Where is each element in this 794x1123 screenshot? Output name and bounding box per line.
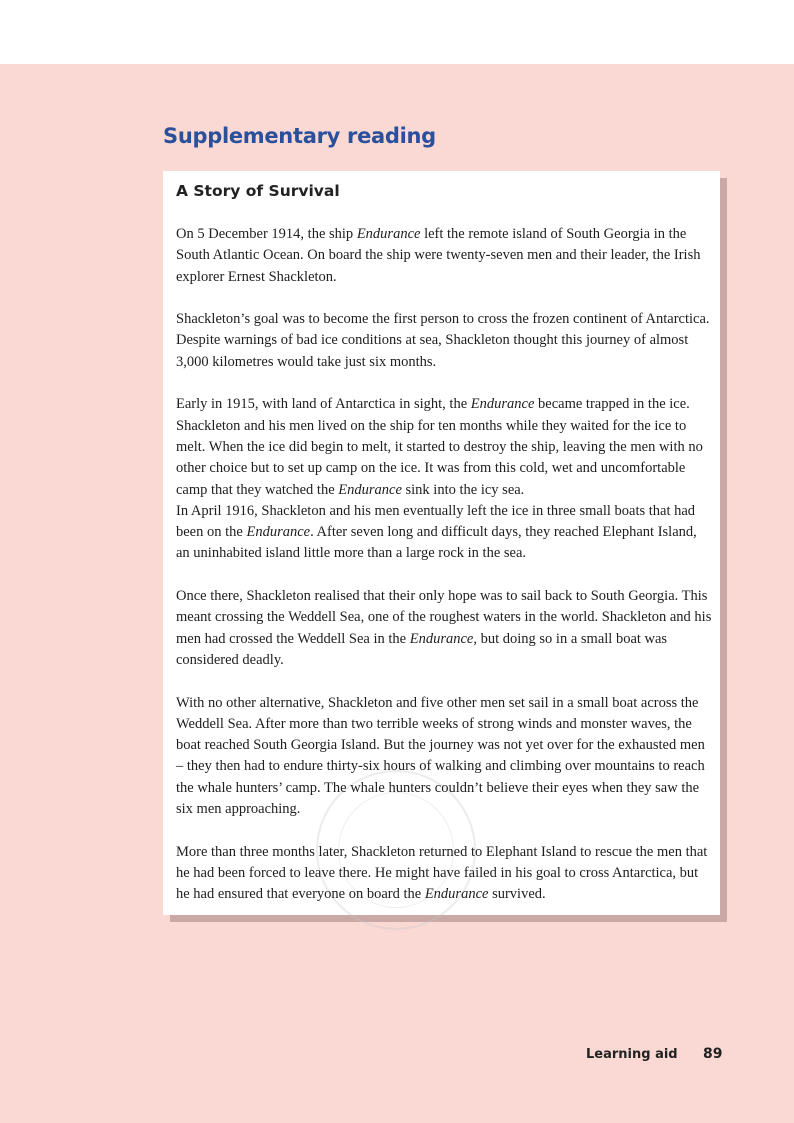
story-title: A Story of Survival: [176, 182, 340, 200]
story-paragraph-7: More than three months later, Shackleton returned to Elephant Island to rescue the men that he had been forced to leave there. He might have failed in his goal to cross Antarctica, but he had ensured that everyone on board the Endurance survived.: [176, 843, 708, 903]
story-body: [176, 224, 712, 927]
page-number: 89: [703, 1046, 723, 1062]
section-heading: Supplementary reading: [163, 124, 436, 148]
story-paragraph-4: In April 1916, Shackleton and his men eventually left the ice in three small boats that had been on the Endurance. After seven long and difficult days, they reached Elephant Island, an uninhabited island little more than a large rock in the sea.: [176, 502, 697, 562]
story-paragraph-1: On 5 December 1914, the ship Endurance left the remote island of South Georgia in the South Atlantic Ocean. On board the ship were twenty-seven men and their leader, the Irish explorer Ernest Shackleton.: [176, 226, 701, 285]
story-paragraph-3: Early in 1915, with land of Antarctica in sight, the Endurance became trapped in the ice. Shackleton and his men lived on the ship for ten months while they waited for the ice to melt. When the ice did begin to melt, it started to destroy the ship, leaving the men with no other choice but to set up camp on the ice. It was from this cold, wet and uncomfortable camp that they watched the Endurance sink into the icy sea.: [176, 396, 703, 498]
story-paragraph-5: Once there, Shackleton realised that their only hope was to sail back to South Georgia. This meant crossing the Weddell Sea, one of the roughest waters in the world. Shackleton and his men had crossed the Weddell Sea in the Endurance, but doing so in a small boat was considered deadly.: [176, 588, 712, 668]
story-paragraph-6: With no other alternative, Shackleton and five other men set sail in a small boat across the Weddell Sea. After more than two terrible weeks of strong winds and monster waves, the boat reached South Georgia Island. But the journey was not yet over for the exhausted men – they then had to endure thirty-six hours of walking and climbing over mountains to reach the whale hunters’ camp. The whale hunters couldn’t believe their eyes when they saw the six men approaching.: [176, 694, 705, 818]
footer-section-label: Learning aid: [586, 1047, 678, 1062]
story-paragraph-2: Shackleton’s goal was to become the first person to cross the frozen continent of Antarctica. Despite warnings of bad ice conditions at sea, Shackleton thought this journey of almost 3,000 kilometres would take just six months.: [176, 311, 710, 370]
